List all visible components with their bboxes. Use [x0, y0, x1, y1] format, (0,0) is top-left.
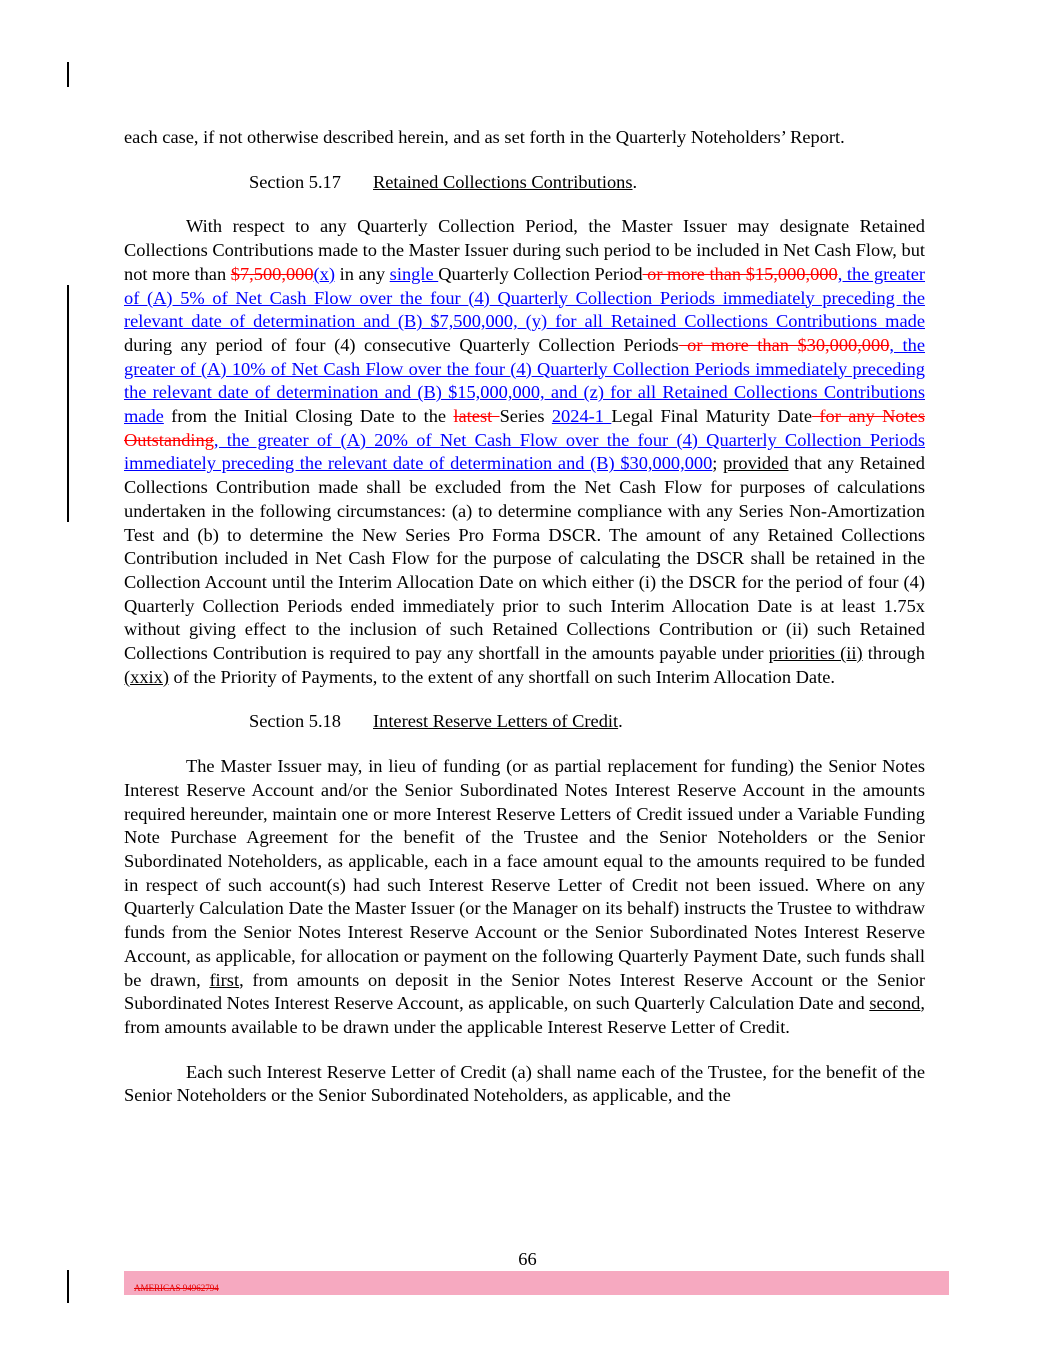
section-5-18-heading: Section 5.18 Interest Reserve Letters of Credit. — [124, 710, 925, 734]
intro-paragraph: each case, if not otherwise described herein, and as set forth in the Quarterly Noteholders’ Report. — [124, 127, 845, 147]
section-number: Section 5.17 — [249, 171, 341, 192]
deleted-text: for any Notes Outstanding — [124, 406, 925, 450]
inserted-text: , the greater of (A) 5% of Net Cash Flow over the four (4) Quarterly Collection Periods immediately preceding the relevant date of determination and (B) $7,500,000, (y) for all Retained Collections Contributions made — [124, 263, 926, 332]
change-bar-section-5-17 — [67, 285, 69, 522]
section-number: Section 5.18 — [249, 711, 341, 732]
inserted-text: single — [389, 263, 439, 284]
inserted-text: (x) — [313, 263, 335, 284]
change-bar-footer — [67, 1270, 69, 1303]
section-title: Retained Collections Contributions — [373, 171, 633, 192]
deleted-text: or more than $30,000,000 — [678, 334, 890, 355]
section-title: Interest Reserve Letters of Credit — [373, 711, 619, 732]
underlined-term: priorities (ii) — [768, 643, 863, 664]
page-number: 66 — [518, 1249, 537, 1269]
inserted-text: , the greater of (A) 10% of Net Cash Flow over the four (4) Quarterly Collection Periods immediately preceding the relevant date of determination and (B) $15,000,000, and (z) for all Retained Collections Contributions made — [124, 334, 925, 427]
section-5-17-paragraph: With respect to any Quarterly Collection Period, the Master Issuer may designate Retained Collections Contributions made to the Master Issuer during such period to be included in Net Cash Flow, but not more than $7,500,000(x) in any single Quarterly Collection Period or more than $15,000,000, the greater of (A) 5% of Net Cash Flow over the four (4) Quarterly Collection Periods immediately preceding the relevant date of determination and (B) $7,500,000, (y) for all Retained Collections Contributions made during any period of four (4) consecutive Quarterly Collection Periods or more than $30,000,000, the greater of (A) 10% of Net Cash Flow over the four (4) Quarterly Collection Periods immediately preceding the relevant date of determination and (B) $15,000,000, and (z) for all Retained Collections Contributions made from the Initial Closing Date to the latest Series 2024-1 Legal Final Maturity Date for any Notes Outstanding, the greater of (A) 20% of Net Cash Flow over the four (4) Quarterly Collection Periods immediately preceding the relevant date of determination and (B) $30,000,000; provided that any Retained Collections Contribution made shall be excluded from the Net Cash Flow for purposes of calculations undertaken in the following circumstances: (a) to determine compliance with any Series Non-Amortization Test and (b) to determine the New Series Pro Forma DSCR. The amount of any Retained Collections Contribution included in Net Cash Flow for the purpose of calculating the DSCR shall be retained in the Collection Account until the Interim Allocation Date on which either (i) the DSCR for the period of four (4) Quarterly Collection Periods ended immediately prior to such Interim Allocation Date is at least 1.75x without giving effect to the inclusion of such Retained Collections Contribution or (ii) such Retained Collections Contribution is required to pay any shortfall in the amounts payable under priorities (ii) through (xxix) of the Priority of Payments, to the extent of any shortfall on such Interim Allocation Date. — [124, 216, 926, 687]
section-5-18-paragraph-1: The Master Issuer may, in lieu of funding (or as partial replacement for funding) the Senior Notes Interest Reserve Account and/or the Senior Subordinated Notes Interest Reserve Account in the amounts required hereunder, maintain one or more Interest Reserve Letters of Credit issued under a Variable Funding Note Purchase Agreement for the benefit of the Trustee and the Senior Noteholders or the Senior Subordinated Noteholders, as applicable, each in a face amount equal to the amounts required to be funded in respect of such account(s) had such Interest Reserve Letter of Credit not been issued. Where on any Quarterly Calculation Date the Master Issuer (or the Manager on its behalf) instructs the Trustee to withdraw funds from the Senior Notes Interest Reserve Account or the Senior Subordinated Notes Interest Reserve Account, as applicable, for allocation or payment on the following Quarterly Payment Date, such funds shall be drawn, first, from amounts on deposit in the Senior Notes Interest Reserve Account or the Senior Subordinated Notes Interest Reserve Account, as applicable, on such Quarterly Calculation Date and second, from amounts available to be drawn under the applicable Interest Reserve Letter of Credit. — [124, 756, 925, 1037]
underlined-term: first — [209, 969, 240, 990]
change-bar-top — [67, 62, 69, 87]
document-id: AMERICAS 94962794 — [134, 1283, 219, 1293]
inserted-text: , the greater of (A) 20% of Net Cash Flow over the four (4) Quarterly Collection Periods immediately preceding the relevant date of determination and (B) $30,000,000 — [124, 429, 925, 474]
section-5-17-heading: Section 5.17 Retained Collections Contributions. — [124, 171, 925, 195]
deleted-text: $7,500,000 — [230, 263, 314, 284]
deleted-text: latest — [453, 406, 500, 427]
inserted-text: 2024-1 — [551, 406, 612, 427]
deleted-text: or more than $15,000,000 — [642, 263, 838, 284]
underlined-term: provided — [723, 453, 789, 474]
document-body — [124, 126, 925, 1108]
underlined-term: second — [869, 993, 921, 1014]
section-5-18-paragraph-2: Each such Interest Reserve Letter of Credit (a) shall name each of the Trustee, for the benefit of the Senior Noteholders or the Senior Subordinated Noteholders, as applicable, and the — [124, 1061, 925, 1106]
underlined-term: (xxix) — [124, 666, 169, 687]
footer-band — [124, 1271, 949, 1295]
